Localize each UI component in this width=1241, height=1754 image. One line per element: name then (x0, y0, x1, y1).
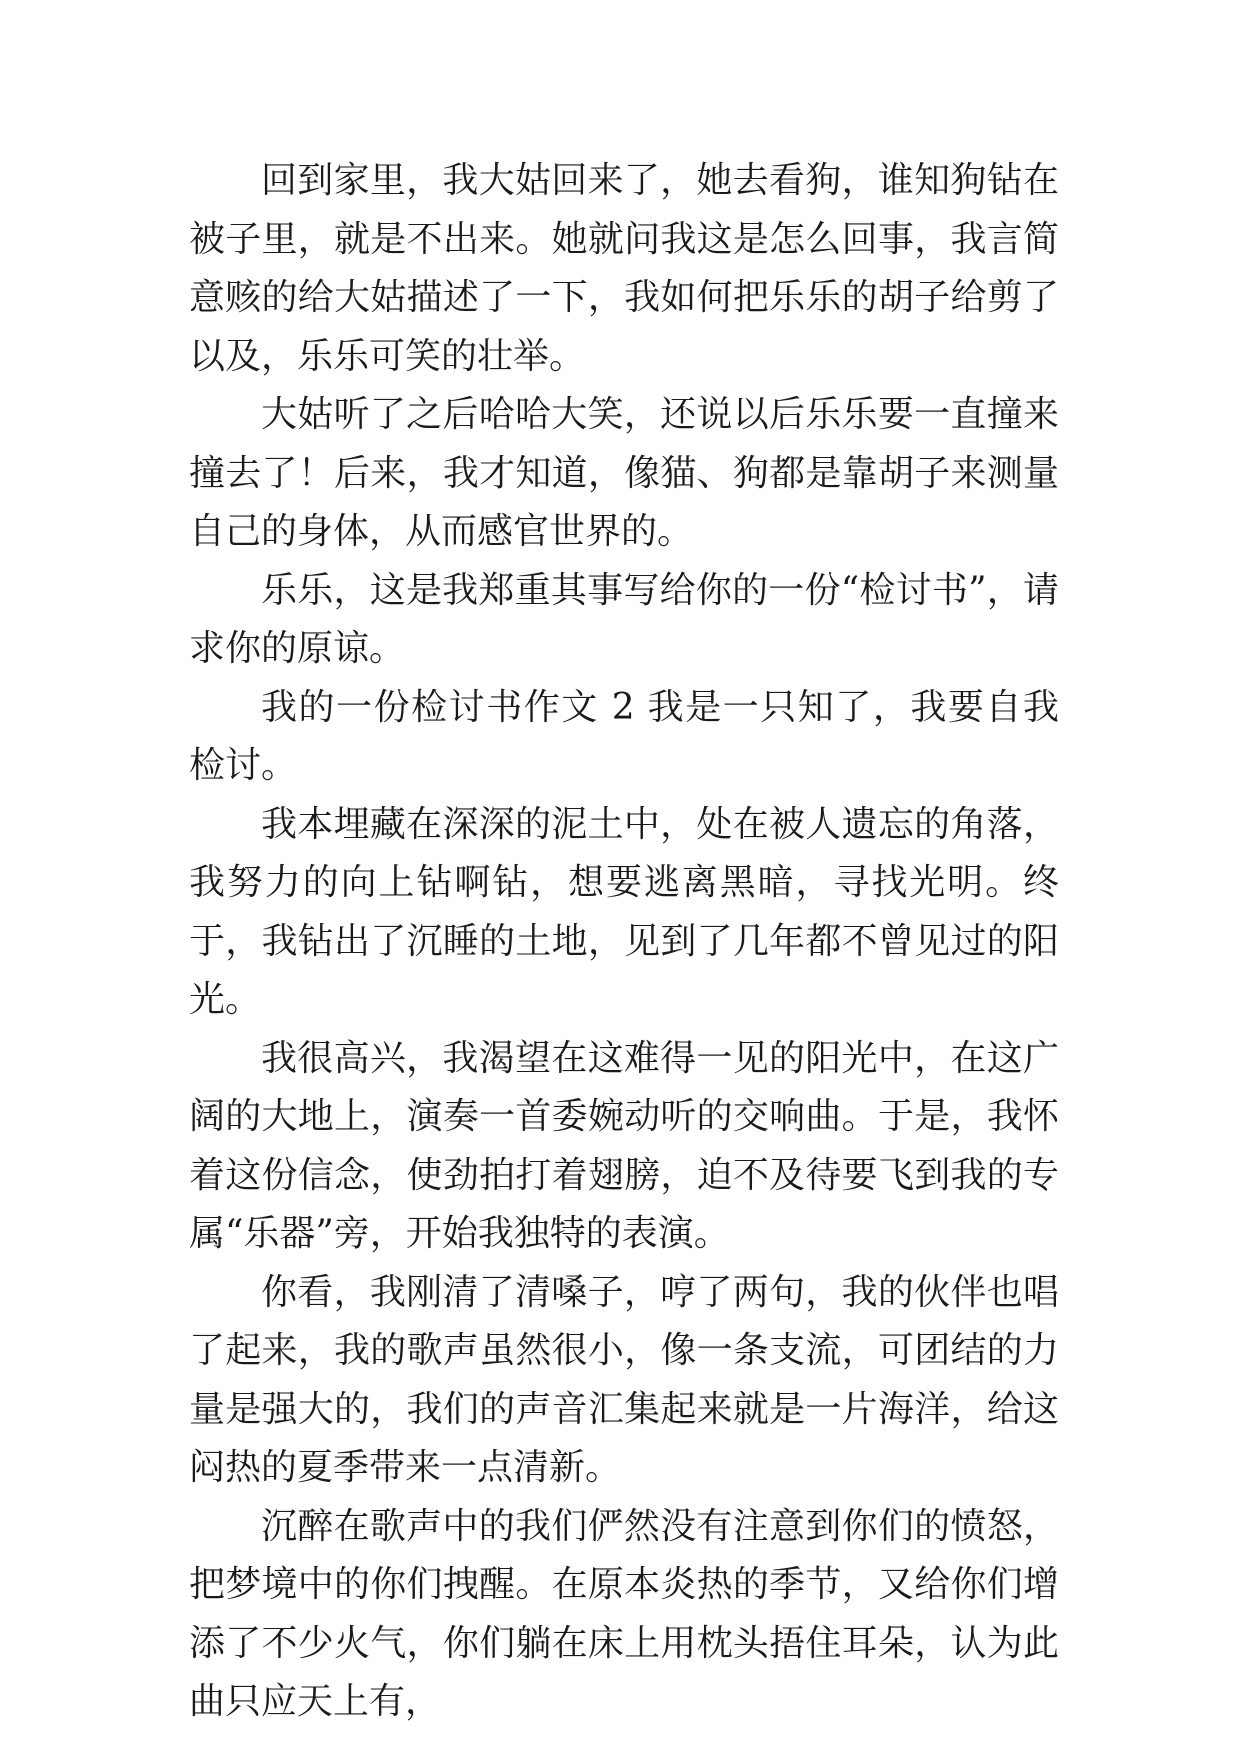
paragraph: 回到家里，我大姑回来了，她去看狗，谁知狗钻在被子里，就是不出来。她就问我这是怎么回事，我言简意赅的给大姑描述了一下，我如何把乐乐的胡子给剪了以及，乐乐可笑的壮举。 (189, 160, 1059, 377)
paragraph: 我本埋藏在深深的泥土中，处在被人遗忘的角落，我努力的向上钻啊钻，想要逃离黑暗，寻找光明。终于，我钻出了沉睡的土地，见到了几年都不曾见过的阳光。 (189, 803, 1059, 1020)
paragraph: 我的一份检讨书作文 2 我是一只知了，我要自我检讨。 (189, 686, 1059, 786)
document-body (189, 152, 1059, 1732)
paragraph: 我很高兴，我渴望在这难得一见的阳光中，在这广阔的大地上，演奏一首委婉动听的交响曲。于是，我怀着这份信念，使劲拍打着翅膀，迫不及待要飞到我的专属“乐器”旁，开始我独特的表演。 (189, 1037, 1059, 1254)
paragraph: 你看，我刚清了清嗓子，哼了两句，我的伙伴也唱了起来，我的歌声虽然很小，像一条支流，可团结的力量是强大的，我们的声音汇集起来就是一片海洋，给这闷热的夏季带来一点清新。 (189, 1271, 1059, 1488)
paragraph: 大姑听了之后哈哈大笑，还说以后乐乐要一直撞来撞去了！后来，我才知道，像猫、狗都是靠胡子来测量自己的身体，从而感官世界的。 (189, 394, 1059, 552)
paragraph: 沉醉在歌声中的我们俨然没有注意到你们的愤怒，把梦境中的你们拽醒。在原本炎热的季节，又给你们增添了不少火气，你们躺在床上用枕头捂住耳朵，认为此曲只应天上有， (189, 1505, 1059, 1722)
paragraph: 乐乐，这是我郑重其事写给你的一份“检讨书”，请求你的原谅。 (189, 569, 1059, 669)
